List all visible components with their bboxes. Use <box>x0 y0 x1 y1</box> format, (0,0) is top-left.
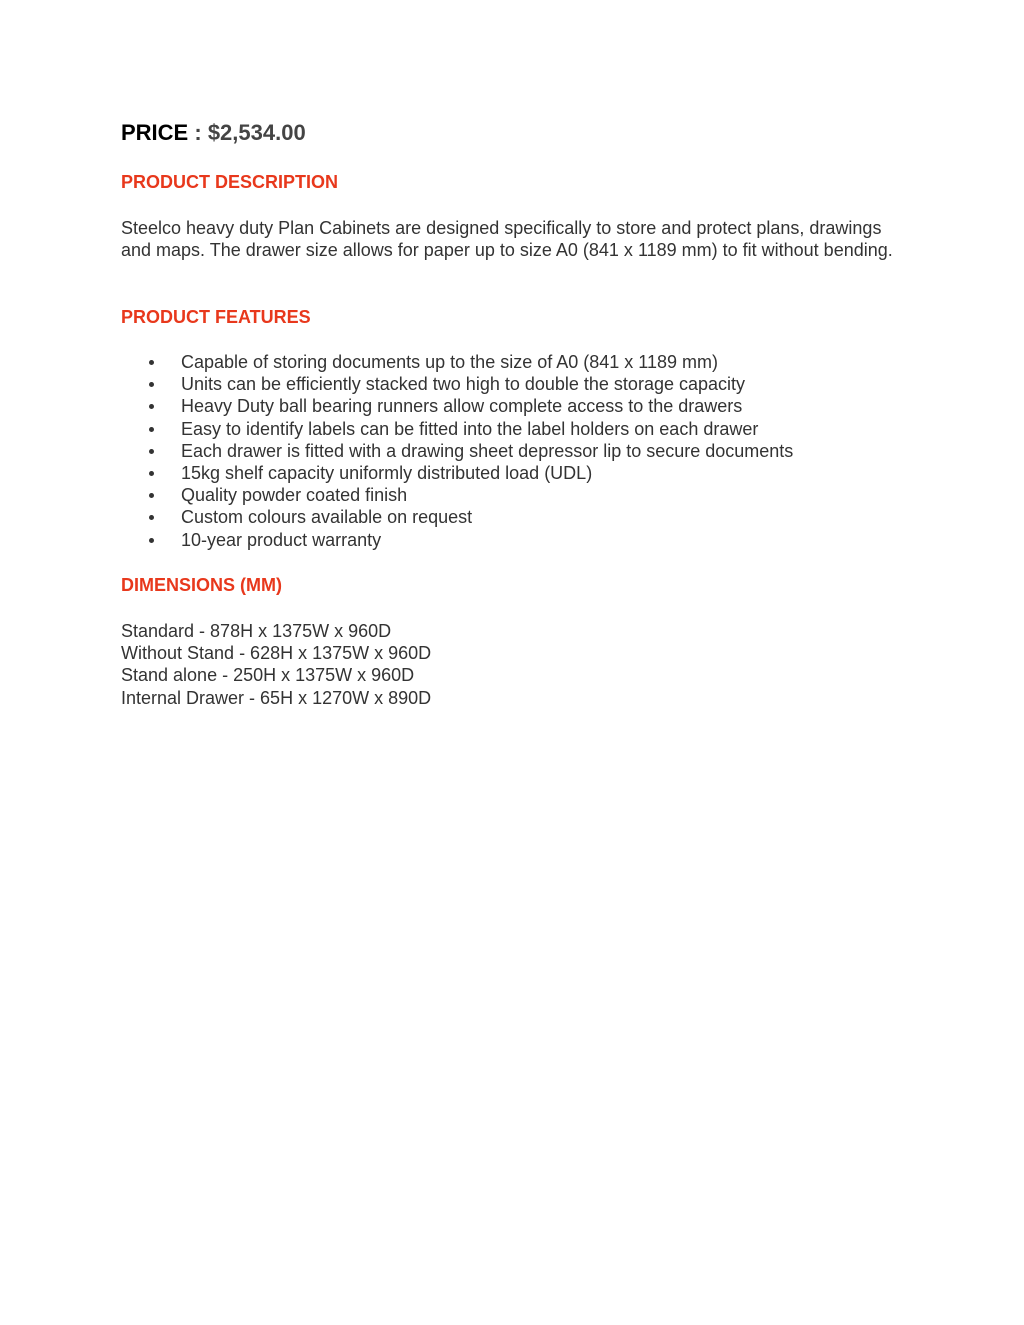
feature-item <box>121 484 901 506</box>
bullet-icon <box>149 360 154 365</box>
feature-text: Heavy Duty ball bearing runners allow complete access to the drawers <box>181 396 743 417</box>
price-label: PRICE <box>121 120 189 145</box>
description-text: Steelco heavy duty Plan Cabinets are designed specifically to store and protect plans, drawings and maps. The drawer size allows for paper up to size A0 (841 x 1189 mm) to fit without bending. <box>121 218 893 260</box>
feature-item <box>121 529 901 551</box>
feature-text: Quality powder coated finish <box>181 485 408 506</box>
feature-item <box>121 506 901 528</box>
bullet-icon <box>149 382 154 387</box>
bullet-icon <box>149 427 154 432</box>
price-value: $2,534.00 <box>207 120 306 145</box>
bullet-icon <box>149 538 154 543</box>
bullet-icon <box>149 493 154 498</box>
dimensions-list <box>121 620 431 709</box>
feature-item <box>121 440 901 462</box>
feature-text: Each drawer is fitted with a drawing sheet depressor lip to secure documents <box>181 440 794 461</box>
feature-text: Units can be efficiently stacked two high to double the storage capacity <box>181 374 746 395</box>
bullet-icon <box>149 471 154 476</box>
feature-item <box>121 373 901 395</box>
bullet-icon <box>149 449 154 454</box>
feature-text: 10-year product warranty <box>181 529 382 550</box>
dimension-line-stand-alone: Stand alone - 250H x 1375W x 960D <box>121 665 415 686</box>
feature-text: Custom colours available on request <box>181 507 473 528</box>
feature-text: Capable of storing documents up to the size of A0 (841 x 1189 mm) <box>181 352 718 372</box>
description-heading: PRODUCT DESCRIPTION <box>121 172 339 192</box>
feature-text: 15kg shelf capacity uniformly distributed load (UDL) <box>181 462 593 483</box>
features-list <box>121 351 901 551</box>
feature-item <box>121 395 901 417</box>
price-heading <box>121 119 306 147</box>
feature-text: Easy to identify labels can be fitted into the label holders on each drawer <box>181 418 759 439</box>
dimension-line-without-stand: Without Stand - 628H x 1375W x 960D <box>121 643 432 664</box>
feature-item <box>121 351 901 373</box>
bullet-icon <box>149 404 154 409</box>
feature-item <box>121 418 901 440</box>
dimension-line-standard: Standard - 878H x 1375W x 960D <box>121 621 392 641</box>
feature-item <box>121 462 901 484</box>
dimension-line-internal-drawer: Internal Drawer - 65H x 1270W x 890D <box>121 687 432 708</box>
features-heading: PRODUCT FEATURES <box>121 307 311 327</box>
price-separator: : <box>188 120 208 145</box>
bullet-icon <box>149 515 154 520</box>
dimensions-heading: DIMENSIONS (MM) <box>121 575 282 595</box>
